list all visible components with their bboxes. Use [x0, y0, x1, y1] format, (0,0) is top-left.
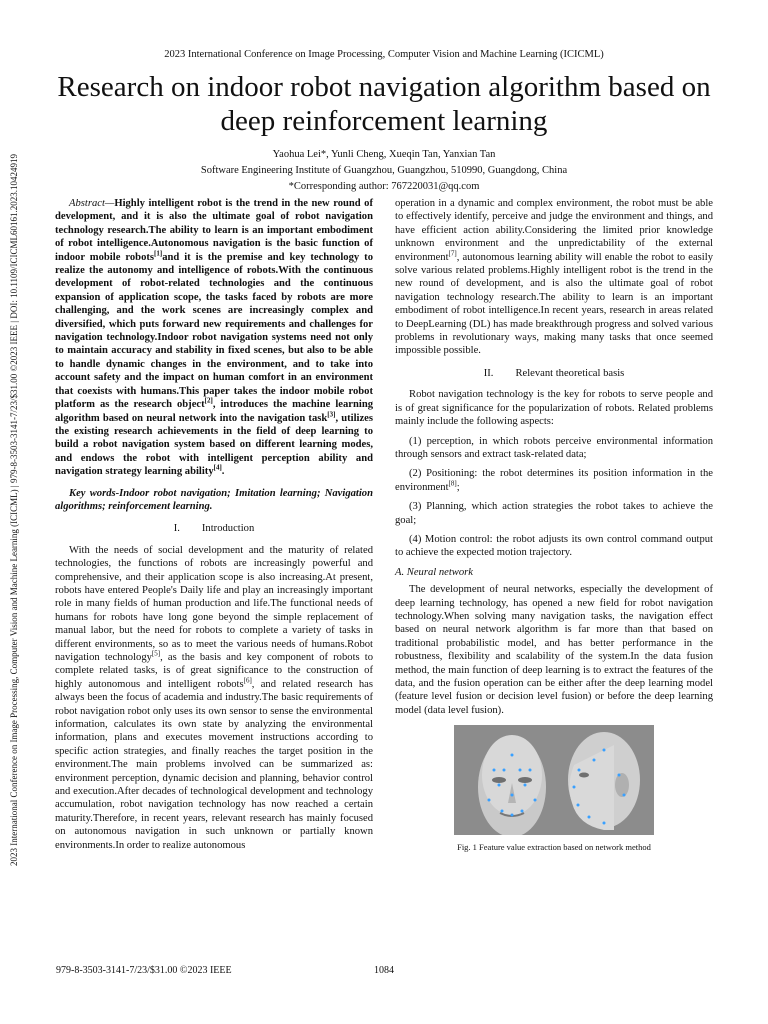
paper-title: Research on indoor robot navigation algorithm based on deep reinforcement learning: [57, 71, 711, 137]
left-column: [55, 197, 373, 858]
abstract: [55, 197, 373, 479]
face-feature-image: [454, 725, 654, 835]
section-heading-introduction: [55, 522, 373, 535]
neural-network-paragraph: The development of neural networks, especially the development of deep learning technology, has opened a new field for robot navigation technology.When solving many navigation tasks, the navigation effect based on neural network algorithm is far more than that based on traditional probabilistic model, and has better performance in the robustness, flexibility and scalability of the system.In the data fusion method, the main function of deep learning is to extract the features of the data, and the fusion operation can be either after the deep learning model (feature level fusion or decision level fusion) or before the deep learning model (data level fusion).: [395, 584, 713, 716]
side-doi-strip: [6, 100, 22, 920]
intro-text-5: , autonomous learning ability will enable the robot to easily solve various related problems.Highly intelligent robot is the trend in the new round of development, and is also the ultimate goal of robot navigation technology research.The ability to learn is an important embodiment of robot intelligence.In recent years, research in areas related to DeepLearning (DL) has made breakthrough progress and solved various problems in revolutionary ways, making many tasks that once seemed impossible possible.: [395, 251, 713, 357]
abstract-text-2: and it is the premise and key technology to realize the autonomy and intelligence of robots.With the continuous development of robot-related technologies and the continuous expansion of application scope, the tasks faced by robots are more challenging, and the work scenes are increasingly complex and diversified, which puts forward new requirements and challenges for navigation technology.Indoor robot navigation systems need not only to maintain accuracy and stability in fixed scenes, but also to be able to handle dynamic changes in the environment, and to take into account safety and the impact on human comfort in an environment that coexists with humans.This paper takes the indoor mobile robot platform as the research object: [55, 251, 373, 411]
citation: [4]: [213, 463, 222, 472]
list-item-positioning: [395, 467, 713, 494]
section-title: Relevant theoretical basis: [515, 367, 625, 379]
section-number: I.: [173, 523, 180, 535]
citation: [6]: [243, 676, 252, 685]
theory-intro: Robot navigation technology is the key for robots to serve people and is of great significance for the popularization of robots. Related problems mainly include the following aspects:: [395, 389, 713, 428]
abstract-label: Abstract—: [69, 198, 115, 209]
face-feature-figure: [454, 725, 654, 835]
abstract-text-4: , utilizes the existing research achievements in the field of deep learning to build a robot navigation system based on different learning modes, and endows the robot with intelligent perception ability and navigation strategy learning ability: [55, 412, 373, 478]
abstract-text-3: , introduces the machine learning algorithm based on neural network into the navigation task: [55, 399, 374, 424]
footer-isbn: 979-8-3503-3141-7/23/$31.00 ©2023 IEEE: [56, 965, 232, 976]
intro-text-1: With the needs of social development and the maturity of related technologies, the functions of robots are increasingly powerful and comprehensive, and their application scope is also increasing.At present, robots have entered People's Daily life and play an increasingly important role in many fields of human production and life.The functional needs of humans for robots have long gone beyond the simple replacement of manual labor, but the need for robots to complete a variety of tasks in different environments, so as to meet the various needs of humans.Robot navigation technology: [55, 544, 373, 663]
corresponding-author: *Corresponding author: 767220031@qq.com: [288, 181, 480, 192]
figure-caption: Fig. 1 Feature value extraction based on network method: [457, 842, 651, 853]
intro-continuation: [395, 197, 713, 358]
conference-header: 2023 International Conference on Image Processing, Computer Vision and Machine Learning (ICICML): [164, 49, 604, 60]
citation: [1]: [154, 249, 163, 258]
intro-paragraph: [55, 544, 373, 852]
citation: [5]: [151, 649, 161, 658]
citation: [2]: [204, 396, 213, 405]
citation: [7]: [448, 249, 457, 258]
section-title: Introduction: [201, 523, 255, 535]
page-number: 1084: [374, 965, 394, 976]
positioning-text: (2) Positioning: the robot determines its position information in the environment: [395, 468, 713, 493]
section-heading-theory: [395, 367, 713, 380]
side-doi-text: 2023 International Conference on Image Processing, Computer Vision and Machine Learning (ICICML) | 979-8-3503-3141-7/23/$31.00 ©2023 IEEE | DOI: 10.1109/ICICML60161.2023.10424919: [9, 153, 19, 867]
section-number: II.: [483, 367, 494, 379]
right-column: [395, 197, 713, 855]
list-item-perception: (1) perception, in which robots perceive environmental information through sensors and extract task-related data;: [395, 435, 713, 460]
intro-text-4: operation in a dynamic and complex environment, the robot must be able to effectively identify, perceive and judge the environment and things, and have efficient action ability.Considering the limited prior knowledge unknown environment and the unpredictability of the external environment: [395, 198, 713, 263]
abstract-end: .: [221, 466, 225, 478]
abstract-text-1: Highly intelligent robot is the trend in the new round of development, and it is also the ultimate goal of robot navigation technology research.The ability to learn is an important embodiment of robot intelligence.Autonomous navigation is the basic function of indoor mobile robots: [55, 198, 373, 263]
intro-text-2: , as the basis and key component of robots to complete related tasks, is of great significance to the construction of highly autonomous and intelligent robots: [55, 652, 373, 690]
keywords: Key words-Indoor robot navigation; Imitation learning; Navigation algorithms; reinforcement learning.: [55, 487, 373, 512]
intro-text-3: , and related research has always been the focus of academia and industry.The basic requirements of robot navigation robot only uses its own sensor to sense the environmental information, calculates its own state by analyzing the environmental information, plans and executes movement instructions according to specific action strategies, and finally reaches the target position in the environment.The main problems involved can be summarized as: environment perception, dynamic decision and planning, behavior control and execution.After decades of technological development and technology accumulation, robot navigation technology has now reached a certain maturity.Therefore, in recent years, relevant research has mainly focused on autonomous navigation in such unknown or partially known environments.In order to realize autonomous: [55, 678, 373, 851]
list-item-motion-control: (4) Motion control: the robot adjusts its own control command output to achieve the expected motion trajectory.: [395, 533, 713, 559]
citation: [3]: [327, 409, 336, 418]
citation: [8]: [448, 479, 457, 488]
paper-authors: Yaohua Lei*, Yunli Cheng, Xueqin Tan, Yanxian Tan: [272, 149, 496, 160]
list-item-planning: (3) Planning, which action strategies the robot takes to achieve the goal;: [395, 501, 713, 526]
paper-affiliation: Software Engineering Institute of Guangzhou, Guangzhou, 510990, Guangdong, China: [200, 165, 568, 176]
subsection-heading-neural-network: A. Neural network: [395, 566, 473, 578]
positioning-end: ;: [456, 481, 460, 493]
